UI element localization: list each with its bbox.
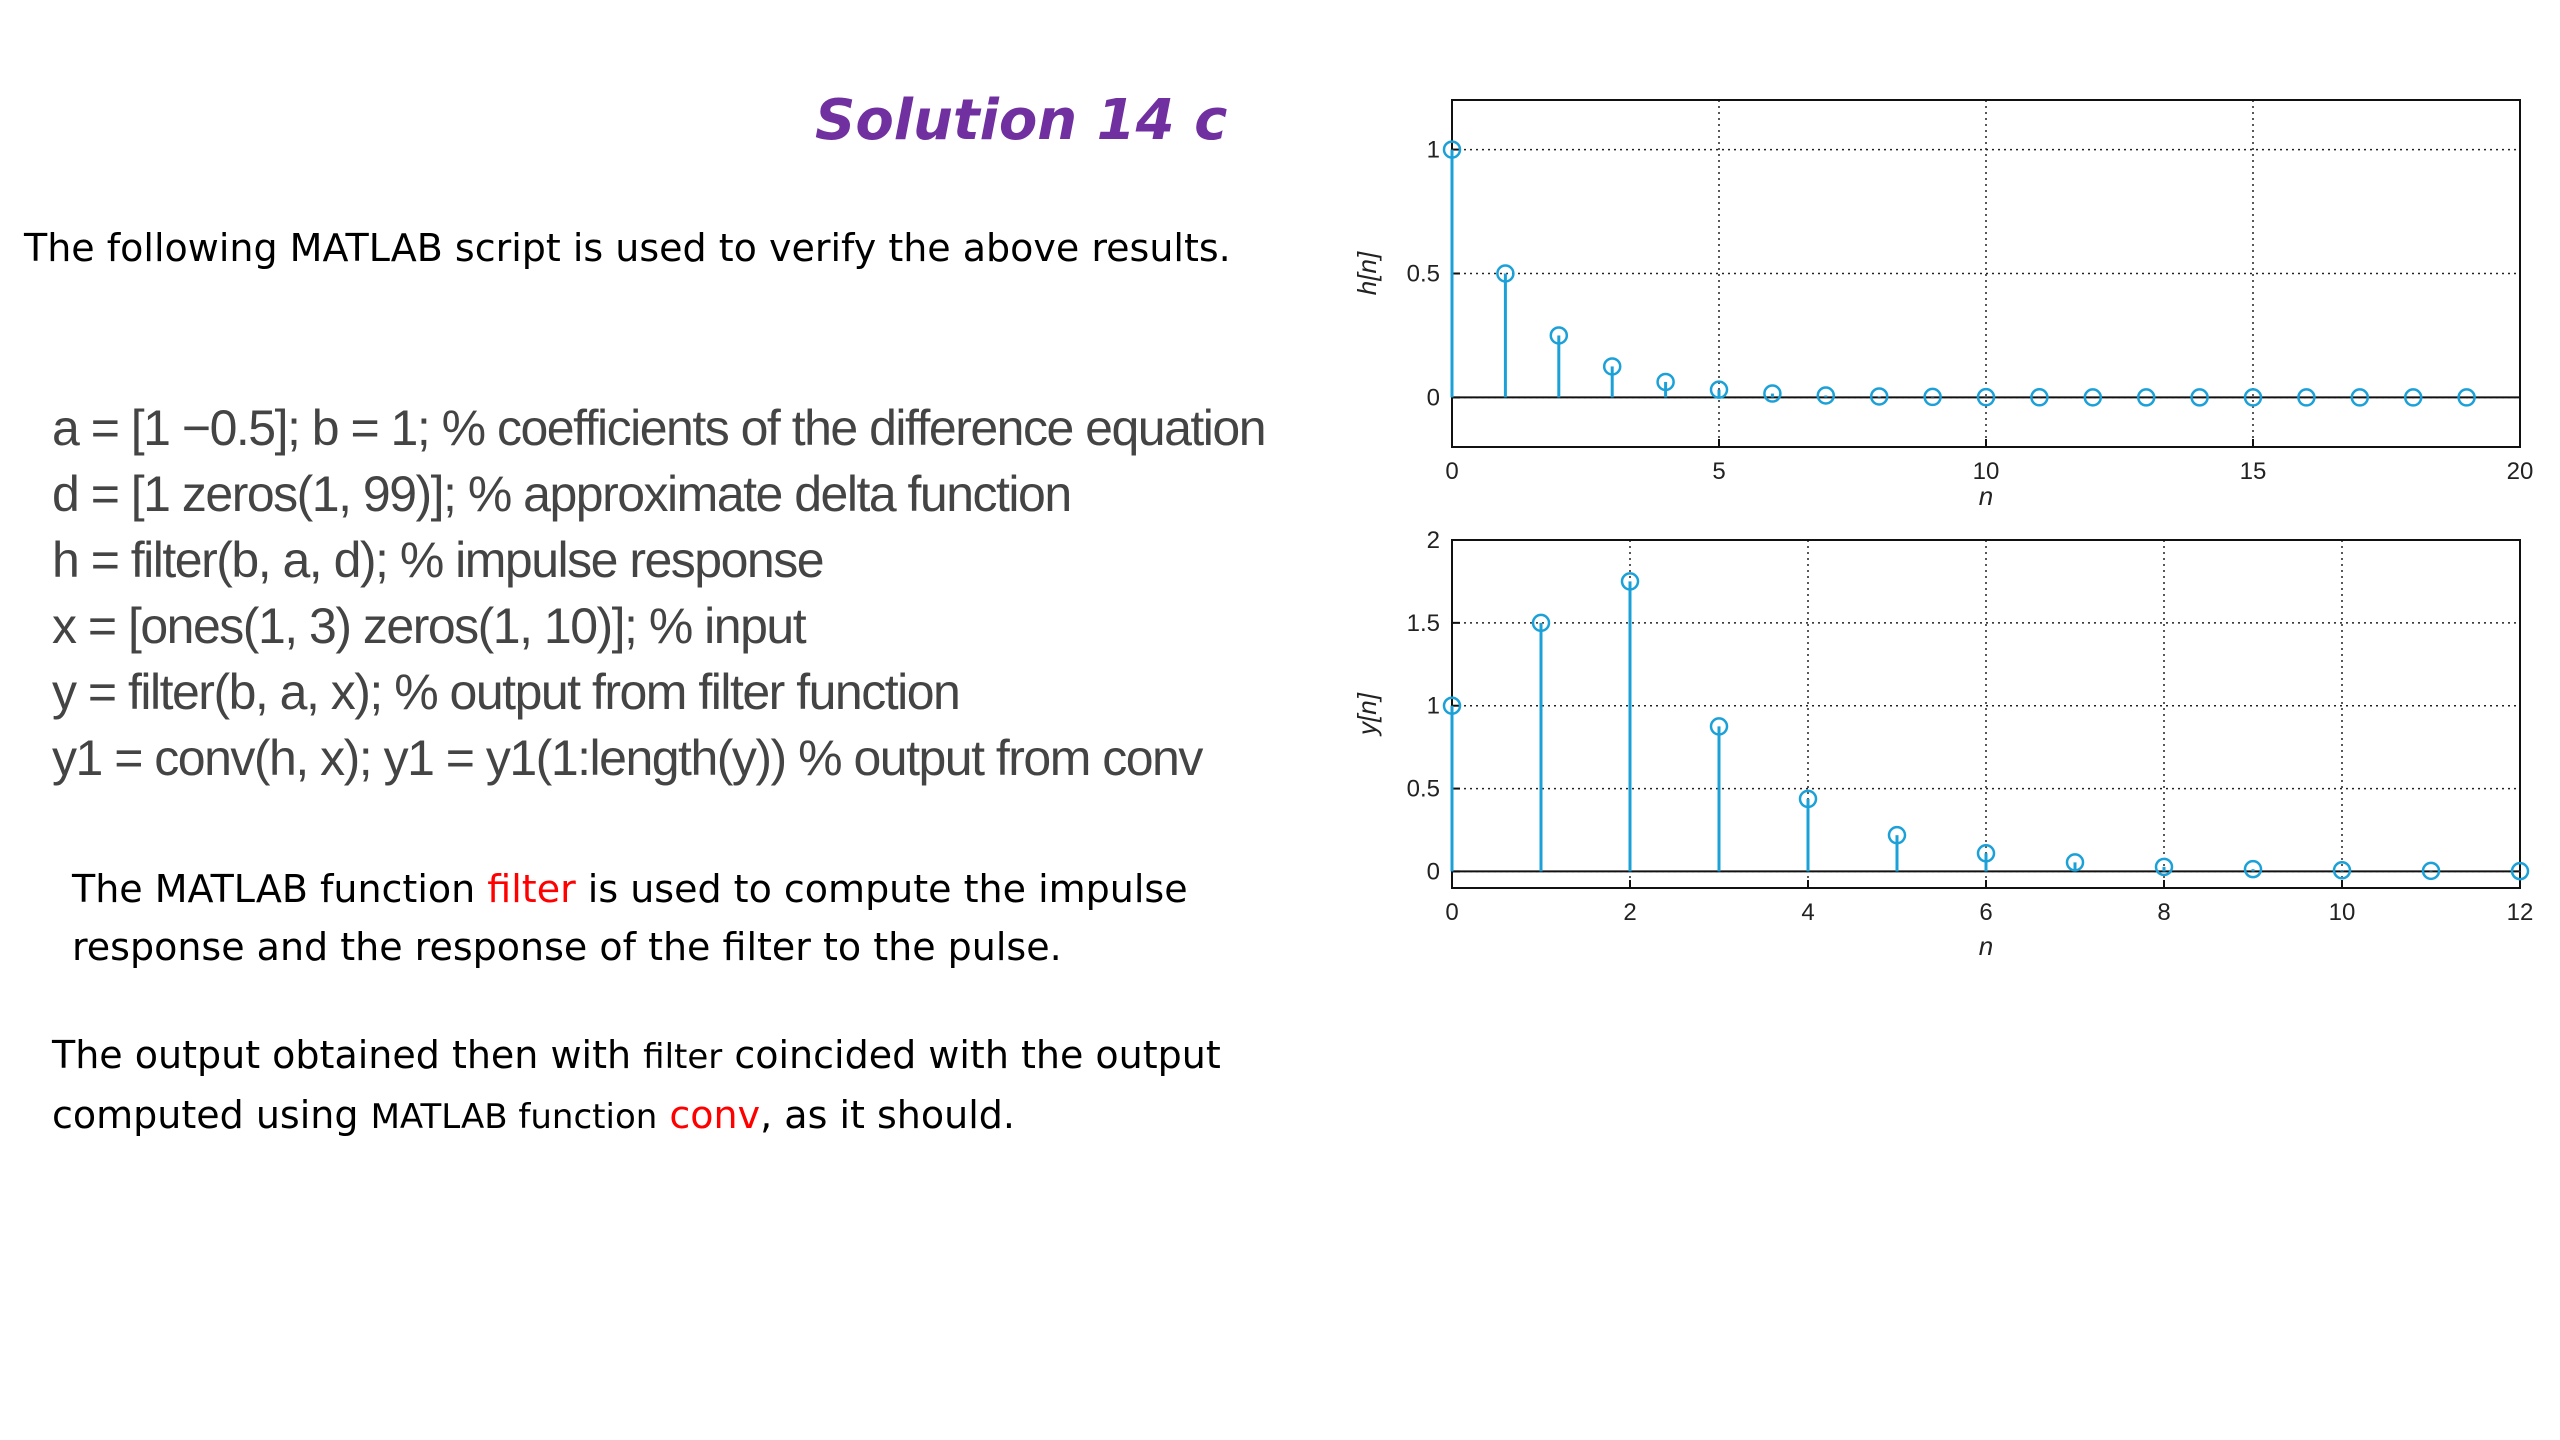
conv-keyword: conv: [669, 1093, 761, 1137]
x-tick-label: 10: [2328, 899, 2356, 926]
conv-comparison: [52, 1026, 1221, 1146]
code-line: x = [ones(1, 3) zeros(1, 10)]; % input: [52, 598, 806, 654]
code-line: h = filter(b, a, d); % impulse response: [52, 532, 824, 588]
code-line: y = filter(b, a, x); % output from filter function: [52, 664, 960, 720]
paragraph-line: The MATLAB function filter is used to compute the impulse: [72, 867, 1188, 911]
y-tick-label: 1: [1426, 692, 1440, 720]
code-line: d = [1 zeros(1, 99)]; % approximate delta function: [52, 466, 1071, 522]
filter-keyword: filter: [487, 867, 576, 911]
paragraph-line: The output obtained then with filter coincided with the output: [52, 1033, 1221, 1077]
filter-explanation: [72, 860, 1188, 976]
x-tick-label: 4: [1801, 899, 1815, 926]
x-tick-label: 0: [1445, 458, 1459, 485]
x-tick-label: 5: [1712, 458, 1726, 485]
y-tick-label: 0: [1426, 384, 1440, 412]
y-tick-label: 0.5: [1406, 260, 1440, 288]
y-tick-label: 1: [1426, 136, 1440, 164]
x-tick-label: 20: [2506, 458, 2534, 485]
x-tick-label: 0: [1445, 899, 1459, 926]
code-line: a = [1 −0.5]; b = 1; % coefficients of the difference equation: [52, 400, 1266, 456]
y-axis-label: h[n]: [1352, 251, 1382, 296]
stem-marker: [2156, 859, 2172, 875]
code-line: y1 = conv(h, x); y1 = y1(1:length(y)) % output from conv: [52, 730, 1202, 786]
paragraph-line: computed using MATLAB function conv, as it should.: [52, 1093, 1015, 1137]
impulse-response-plot: [1340, 90, 2560, 530]
intro-text: The following MATLAB script is used to verify the above results.: [24, 226, 1231, 270]
y-tick-label: 1.5: [1406, 609, 1440, 637]
x-axis-label: n: [1978, 481, 1994, 511]
y-tick-label: 0.5: [1406, 775, 1440, 803]
paragraph-line: response and the response of the filter to the pulse.: [72, 925, 1062, 969]
y-axis-label: y[n]: [1352, 693, 1382, 735]
x-axis-label: n: [1978, 931, 1994, 961]
y-tick-label: 2: [1426, 527, 1440, 554]
x-tick-label: 2: [1623, 899, 1637, 926]
slide-title: Solution 14 c: [815, 88, 1228, 153]
x-tick-label: 10: [1972, 458, 2000, 485]
matlab-code-block: [52, 395, 1265, 791]
pulse-response-plot: [1340, 527, 2560, 990]
x-tick-label: 12: [2506, 899, 2534, 926]
x-tick-label: 8: [2157, 899, 2171, 926]
x-tick-label: 15: [2239, 458, 2267, 485]
y-tick-label: 0: [1426, 858, 1440, 886]
x-tick-label: 6: [1979, 899, 1993, 926]
